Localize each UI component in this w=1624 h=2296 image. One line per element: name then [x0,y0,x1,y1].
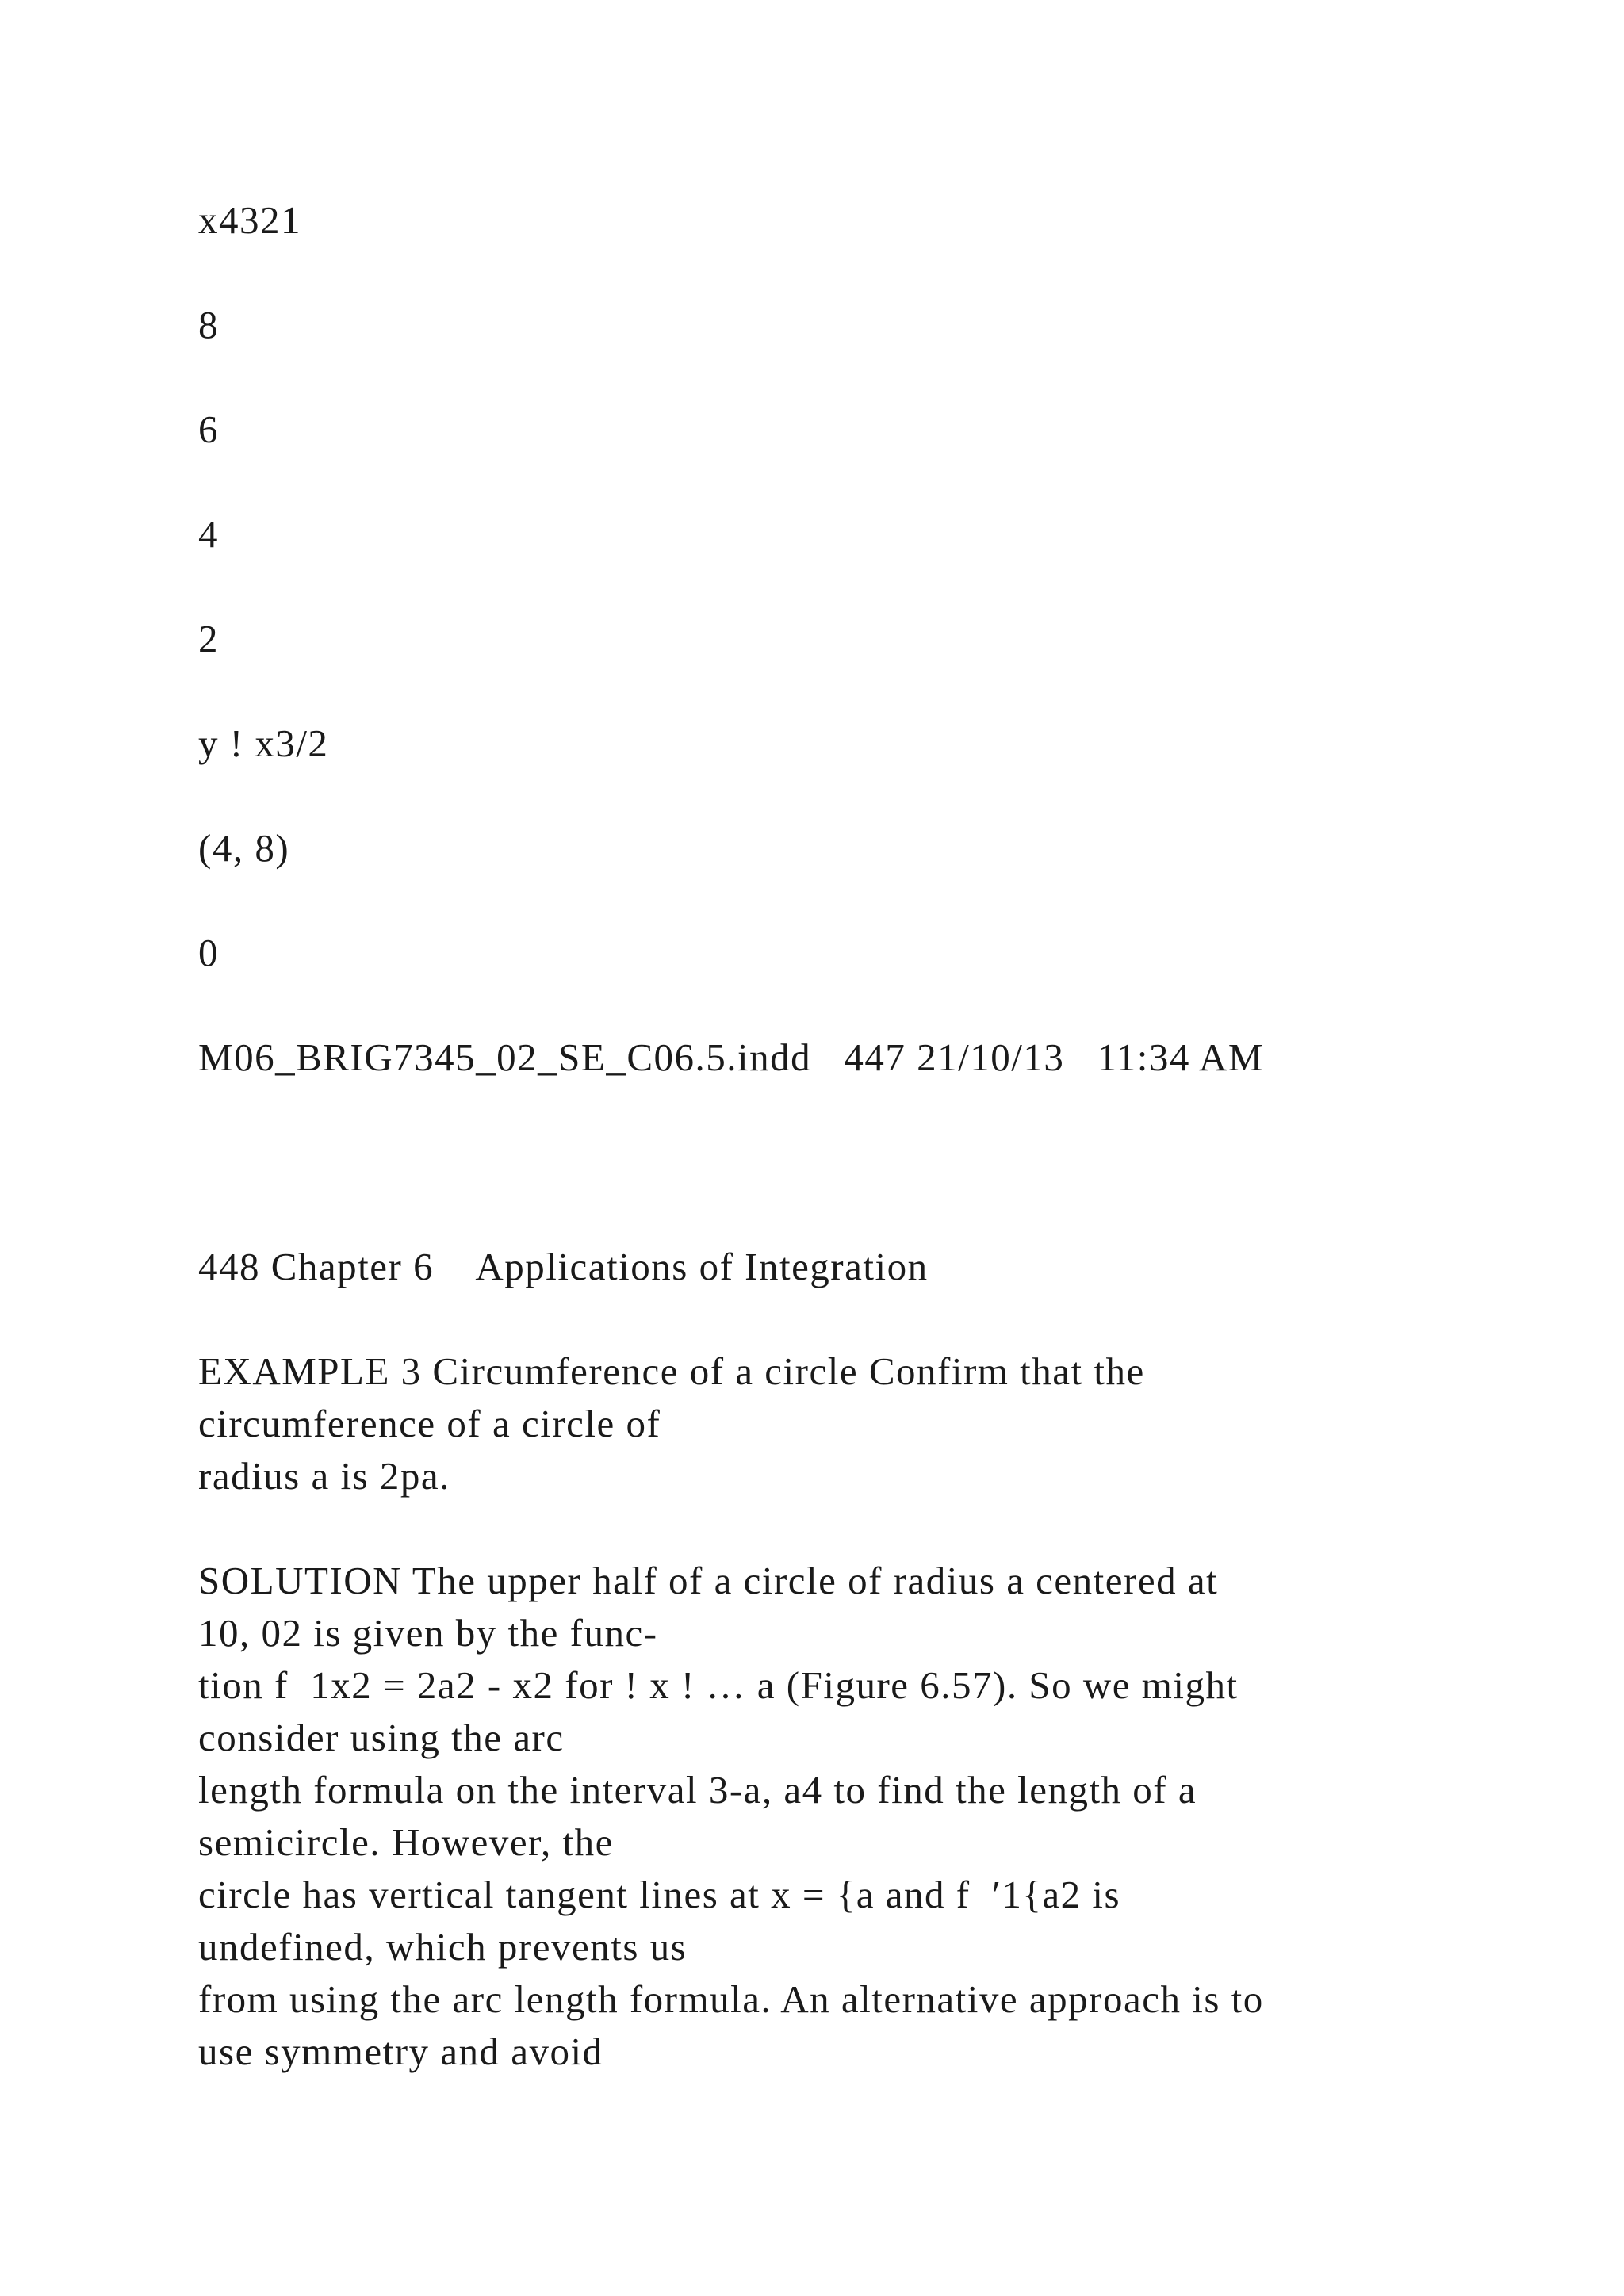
figure-curve-label: y ! x3/2 [198,721,329,765]
solution-line-6: semicircle. However, the [198,1820,614,1864]
solution-line-5: length formula on the interval 3-a, a4 to find the length of a [198,1768,1197,1812]
figure-y-tick-8: 8 [198,303,219,346]
solution-line-4: consider using the arc [198,1716,565,1759]
solution-line-8: undefined, which prevents us [198,1925,688,1969]
figure-y-tick-6: 6 [198,408,219,451]
solution-line-9: from using the arc length formula. An alternative approach is to [198,1977,1264,2021]
solution-line-1: SOLUTION The upper half of a circle of radius a centered at [198,1559,1219,1602]
figure-y-tick-2: 2 [198,617,219,660]
figure-x-ticks-label: x4321 [198,198,301,242]
slug-line: M06_BRIG7345_02_SE_C06.5.indd 447 21/10/13 11:34 AM [198,1035,1264,1079]
example-heading-line-2: circumference of a circle of [198,1402,661,1445]
figure-point-label: (4, 8) [198,826,290,870]
example-heading-line-3: radius a is 2pa. [198,1454,450,1498]
solution-line-10: use symmetry and avoid [198,2030,603,2073]
solution-line-3: tion f 1x2 = 2a2 - x2 for ! x ! … a (Figure 6.57). So we might [198,1663,1239,1707]
figure-origin-label: 0 [198,931,219,974]
running-head: 448 Chapter 6 Applications of Integration [198,1245,929,1288]
solution-line-7: circle has vertical tangent lines at x = {a and f ′1{a2 is [198,1873,1121,1916]
example-heading-line-1: EXAMPLE 3 Circumference of a circle Confirm that the [198,1349,1145,1393]
figure-y-tick-4: 4 [198,512,219,556]
solution-line-2: 10, 02 is given by the func- [198,1611,658,1655]
